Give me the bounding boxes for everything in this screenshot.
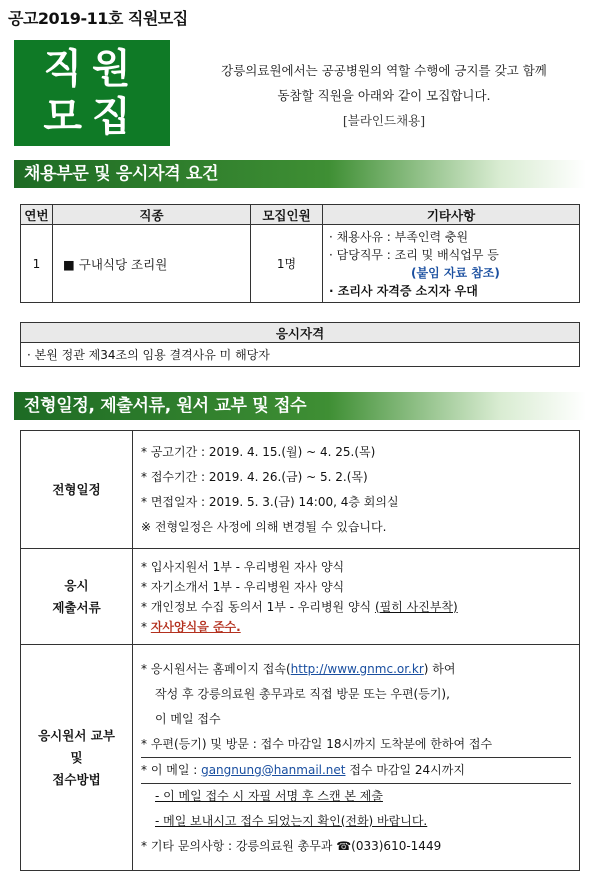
submission-row — [21, 645, 580, 871]
documents-head-line1: 응시 — [64, 577, 89, 593]
logo-line1: 직원 — [43, 46, 141, 92]
submission-line5 — [141, 758, 571, 784]
col-notes: 기타사항 — [323, 205, 580, 225]
submission-line2: 작성 후 강릉의료원 총무과로 직접 방문 또는 우편(등기), — [155, 686, 450, 701]
homepage-link[interactable]: http://www.gnmc.or.kr — [290, 661, 424, 676]
submission-line7: - 메일 보내시고 접수 되었는지 확인(전화) 바랍니다. — [155, 813, 428, 828]
doc-form-notice — [141, 617, 571, 637]
submission-head — [21, 645, 133, 871]
row-count: 1명 — [251, 225, 323, 303]
note-reason: · 채용사유 : 부족인력 충원 — [329, 229, 469, 244]
recruit-logo — [14, 40, 170, 146]
doc-application: * 입사지원서 1부 - 우리병원 자사 양식 — [141, 559, 345, 574]
submission-line6: - 이 메일 접수 시 자필 서명 후 스캔 본 제출 — [155, 788, 383, 803]
email-link[interactable]: gangnung@hanmail.net — [201, 762, 346, 777]
submission-line1-post: ) 하여 — [423, 661, 456, 676]
row-notes — [323, 225, 580, 303]
intro-blind: [블라인드채용] — [342, 113, 426, 128]
submission-line5-pre: * 이 메일 : — [141, 762, 202, 777]
schedule-apply-period: * 접수기간 : 2019. 4. 26.(금) ~ 5. 2.(목) — [141, 469, 368, 484]
doc-privacy-text: * 개인정보 수집 동의서 1부 - 우리병원 양식 — [141, 599, 375, 614]
col-job: 직종 — [53, 205, 251, 225]
note-duty: · 담당직무 : 조리 및 배식업무 등 — [329, 247, 499, 262]
qualification-text: · 본원 정관 제34조의 임용 결격사유 미 해당자 — [21, 343, 580, 367]
intro-line2: 동참할 직원을 아래와 같이 모집합니다. — [277, 88, 491, 103]
schedule-notice-period: * 공고기간 : 2019. 4. 15.(월) ~ 4. 25.(목) — [141, 444, 376, 459]
doc-privacy — [141, 597, 571, 617]
submission-line3: 이 메일 접수 — [155, 711, 221, 726]
doc-self-intro: * 자기소개서 1부 - 우리병원 자사 양식 — [141, 579, 345, 594]
section-title-schedule: 전형일정, 제출서류, 원서 교부 및 접수 — [14, 392, 586, 420]
table-row — [21, 225, 580, 303]
intro-text — [178, 58, 590, 133]
recruit-header-row — [21, 205, 580, 225]
schedule-change-notice: ※ 전형일정은 사정에 의해 변경될 수 있습니다. — [141, 519, 387, 534]
submission-line1 — [141, 657, 571, 682]
col-count: 모집인원 — [251, 205, 323, 225]
note-preference: · 조리사 자격증 소지자 우대 — [329, 283, 478, 298]
documents-head — [21, 549, 133, 645]
logo-line2: 모집 — [43, 94, 141, 140]
submission-body — [133, 645, 580, 871]
documents-row — [21, 549, 580, 645]
schedule-table — [20, 430, 580, 871]
schedule-body — [133, 431, 580, 549]
row-job: ■ 구내식당 조리원 — [53, 225, 251, 303]
submission-line1-pre: * 응시원서는 홈페이지 접속( — [141, 661, 291, 676]
recruit-table — [20, 204, 580, 303]
submission-head-line2: 및 — [70, 749, 83, 765]
intro-line1: 강릉의료원에서는 공공병원의 역할 수행에 긍지를 갖고 함께 — [221, 63, 547, 78]
doc-form-warning: 자사양식을 준수. — [150, 619, 241, 634]
doc-photo-note: (필히 사진부착) — [374, 599, 458, 614]
submission-head-line3: 접수방법 — [52, 771, 101, 787]
col-no: 연번 — [21, 205, 53, 225]
section-title-recruit: 채용부문 및 응시자격 요건 — [14, 160, 586, 188]
submission-line8: * 기타 문의사항 : 강릉의료원 총무과 ☎(033)610-1449 — [141, 838, 442, 853]
schedule-row — [21, 431, 580, 549]
doc-form-bullet: * — [141, 619, 151, 634]
row-no: 1 — [21, 225, 53, 303]
documents-body — [133, 549, 580, 645]
qualification-table — [20, 322, 580, 367]
note-ref: (붙임 자료 참조) — [411, 265, 500, 280]
schedule-head: 전형일정 — [21, 431, 133, 549]
documents-head-line2: 제출서류 — [52, 599, 101, 615]
notice-title: 공고2019-11호 직원모집 — [8, 9, 188, 28]
submission-line4: * 우편(등기) 및 방문 : 접수 마감일 18시까지 도착분에 한하여 접수 — [141, 732, 571, 758]
qualification-header: 응시자격 — [21, 323, 580, 343]
schedule-interview: * 면접일자 : 2019. 5. 3.(금) 14:00, 4층 회의실 — [141, 494, 399, 509]
submission-line5-post: 접수 마감일 24시까지 — [345, 762, 465, 777]
submission-head-line1: 응시원서 교부 — [38, 727, 115, 743]
